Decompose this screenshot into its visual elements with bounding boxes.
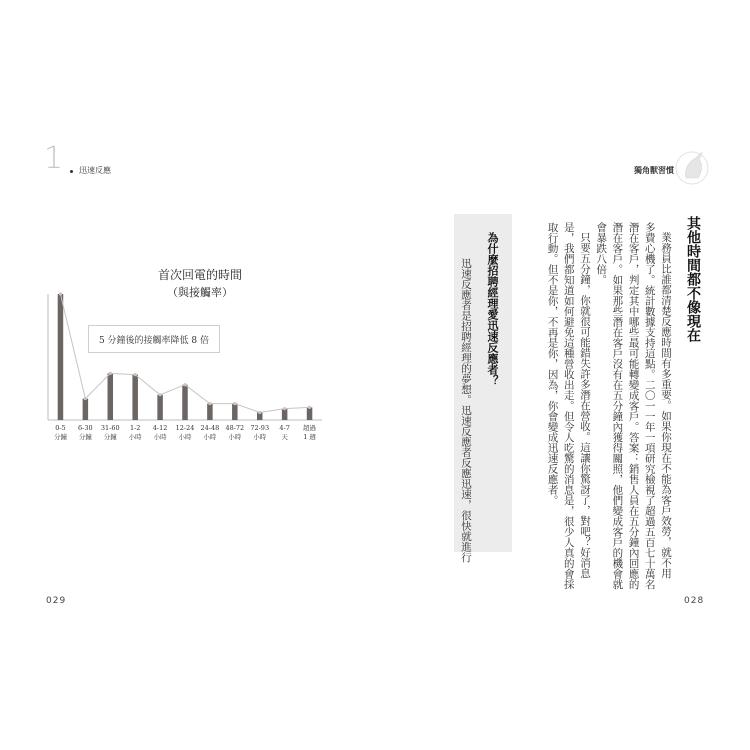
chart-title: 首次回電的時間 (157, 268, 242, 282)
data-point (308, 406, 311, 409)
chart-subtitle: （與接觸率） (167, 286, 233, 299)
bar (157, 395, 163, 420)
x-tick-label: 31-60 (100, 424, 120, 432)
x-tick-label: 分鐘 (103, 433, 117, 441)
x-tick-label: 小時 (253, 433, 267, 441)
chart-annotation: 5 分鐘後的接觸率降低 8 倍 (88, 325, 220, 353)
bar (58, 294, 64, 420)
data-point (233, 402, 236, 405)
chapter-number: 1 (44, 141, 64, 176)
bar (182, 385, 188, 420)
data-point (134, 373, 137, 376)
section-heading: 其他時間都不像現在 (685, 216, 701, 342)
sidebar-heading: 為什麼招聘經理愛迅速反應者？ (486, 232, 499, 386)
book-title: 獨角獸習慣 (634, 165, 674, 175)
x-tick-label: 分鐘 (53, 433, 67, 441)
body-column: 多費心機了。統計數據支持這點。二〇一一年一項研究檢視了超過五百七十萬名 (643, 222, 656, 590)
data-point (258, 411, 261, 414)
body-column: 業務員比誰都清楚反應時間有多重要。如果你現在不能為客戶效勞，就不用 (660, 232, 672, 579)
data-point (283, 407, 286, 410)
data-point (59, 292, 62, 295)
x-tick-label: 小時 (153, 433, 167, 441)
bullet-dot-icon (70, 170, 73, 173)
x-tick-label: 6-30 (78, 424, 93, 432)
x-tick-label: 天 (281, 433, 288, 441)
bar (83, 399, 89, 420)
bar (282, 409, 288, 420)
x-tick-label: 0-5 (55, 424, 66, 432)
bar (207, 404, 213, 420)
x-tick-label: 4-7 (279, 424, 290, 432)
x-tick-label: 12-24 (175, 424, 195, 432)
body-column: 潛在客戶。如果那些潛在客戶沒有在五分鐘內獲得關照，他們變成客戶的機會就 (611, 222, 624, 590)
x-tick-label: 小時 (178, 433, 192, 441)
x-tick-label: 72-93 (250, 424, 270, 432)
right-page-number: 028 (684, 596, 705, 606)
x-tick-label: 24-48 (200, 424, 220, 432)
chapter-title-wrap (70, 165, 111, 176)
body-column: 取行動。但不是你，不再是你，因為，你會變成迅速反應者。 (546, 222, 559, 506)
body-column: 是，我們都知道如何避免這種營收出走。但令人吃驚的消息是，很少人真的會採 (562, 222, 575, 590)
data-point (158, 393, 161, 396)
bar-chart (40, 290, 330, 450)
data-point (109, 372, 112, 375)
bar (307, 407, 313, 420)
bar (232, 404, 238, 420)
data-point (183, 383, 186, 386)
x-tick-label: 4-12 (152, 424, 168, 432)
x-tick-label: 小時 (228, 433, 242, 441)
body-column: 會暴跌八倍。 (595, 222, 608, 285)
bar (108, 373, 114, 420)
x-tick-label: 1-2 (129, 424, 141, 432)
data-point (208, 402, 211, 405)
sidebar-column: 迅速反應者是招聘經理的夢想。迅速反應者反應迅速，很快就進行 (460, 258, 472, 563)
chapter-title: 迅速反應 (79, 166, 111, 175)
x-tick-label: 小時 (128, 433, 142, 441)
x-tick-label: 48-72 (225, 424, 245, 432)
bar (132, 375, 138, 420)
unicorn-logo-icon (672, 148, 710, 188)
x-tick-label: 超過 (303, 424, 317, 432)
x-tick-label: 分鐘 (78, 433, 92, 441)
data-point (84, 397, 87, 400)
left-page-number: 029 (46, 596, 67, 606)
x-tick-label: 小時 (203, 433, 217, 441)
x-tick-label: 1 週 (303, 433, 316, 441)
body-column: 潛在客戶，判定其中哪些最可能轉變成客戶。答案：銷售人員在五分鐘內回應的 (627, 222, 640, 590)
body-column: 只要五分鐘，你就很可能錯失許多潛在營收。這讓你驚訝了，對吧？好消息 (579, 232, 591, 579)
